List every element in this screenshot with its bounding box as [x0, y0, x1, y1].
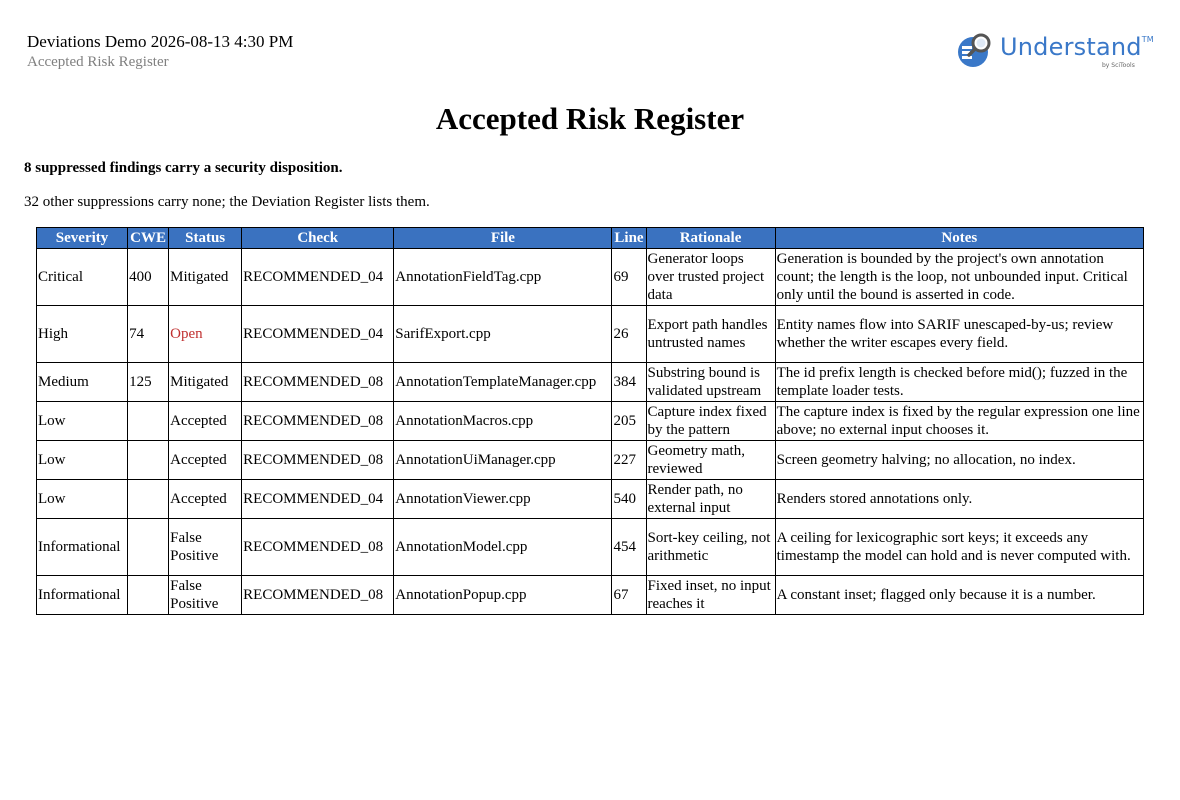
report-subtitle: Accepted Risk Register: [27, 54, 169, 70]
table-row: [37, 441, 1144, 480]
cell-status: Mitigated: [169, 363, 242, 402]
cell-severity: Informational: [37, 576, 128, 615]
table-row: [37, 306, 1144, 363]
cell-check: RECOMMENDED_08: [242, 576, 394, 615]
table-row: [37, 249, 1144, 306]
cell-check: RECOMMENDED_04: [242, 249, 394, 306]
risk-register-table: [36, 227, 1144, 615]
cell-cwe: 74: [128, 306, 169, 363]
cell-line: 69: [612, 249, 646, 306]
cell-check: RECOMMENDED_08: [242, 363, 394, 402]
cell-rationale: Fixed inset, no input reaches it: [646, 576, 775, 615]
cell-status: False Positive: [169, 576, 242, 615]
column-header-severity[interactable]: Severity: [37, 228, 128, 249]
cell-line: 454: [612, 519, 646, 576]
table-row: [37, 402, 1144, 441]
understand-logo: [956, 30, 1156, 74]
cell-check: RECOMMENDED_08: [242, 519, 394, 576]
cell-cwe: [128, 519, 169, 576]
report-header: [27, 32, 293, 72]
column-header-line[interactable]: Line: [612, 228, 646, 249]
cell-file: AnnotationTemplateManager.cpp: [394, 363, 612, 402]
cell-severity: Medium: [37, 363, 128, 402]
column-header-file[interactable]: File: [394, 228, 612, 249]
column-header-status[interactable]: Status: [169, 228, 242, 249]
cell-notes: The id prefix length is checked before mid(); fuzzed in the template loader tests.: [775, 363, 1143, 402]
cell-notes: A ceiling for lexicographic sort keys; it exceeds any timestamp the model can hold and is never computed with.: [775, 519, 1143, 576]
cell-rationale: Capture index fixed by the pattern: [646, 402, 775, 441]
cell-line: 26: [612, 306, 646, 363]
cell-severity: Low: [37, 402, 128, 441]
cell-rationale: Substring bound is validated upstream: [646, 363, 775, 402]
cell-rationale: Render path, no external input: [646, 480, 775, 519]
cell-notes: Generation is bounded by the project's own annotation count; the length is the loop, not unbounded input. Critical only until the bound is asserted in code.: [775, 249, 1143, 306]
cell-rationale: Sort-key ceiling, not arithmetic: [646, 519, 775, 576]
logo-byline: by SciTools: [1102, 62, 1135, 69]
cell-line: 384: [612, 363, 646, 402]
cell-status: Open: [169, 306, 242, 363]
cell-severity: Low: [37, 441, 128, 480]
logo-wordmark: Understand™: [1000, 33, 1154, 61]
page-title: Accepted Risk Register: [435, 101, 745, 136]
cell-status: Accepted: [169, 441, 242, 480]
cell-file: AnnotationUiManager.cpp: [394, 441, 612, 480]
column-header-rationale[interactable]: Rationale: [646, 228, 775, 249]
cell-cwe: [128, 441, 169, 480]
table-header-row: [37, 228, 1144, 249]
magnifier-logo-icon: [956, 32, 994, 70]
column-header-notes[interactable]: Notes: [775, 228, 1143, 249]
cell-cwe: 125: [128, 363, 169, 402]
cell-line: 227: [612, 441, 646, 480]
cell-cwe: [128, 402, 169, 441]
cell-file: SarifExport.cpp: [394, 306, 612, 363]
cell-severity: Critical: [37, 249, 128, 306]
table-row: [37, 363, 1144, 402]
cell-notes: Screen geometry halving; no allocation, no index.: [775, 441, 1143, 480]
cell-notes: Entity names flow into SARIF unescaped-by-us; review whether the writer escapes every field.: [775, 306, 1143, 363]
cell-cwe: [128, 576, 169, 615]
cell-notes: Renders stored annotations only.: [775, 480, 1143, 519]
summary-text: 8 suppressed findings carry a security disposition.: [24, 160, 343, 176]
cell-rationale: Generator loops over trusted project data: [646, 249, 775, 306]
cell-status: Accepted: [169, 480, 242, 519]
cell-cwe: 400: [128, 249, 169, 306]
cell-check: RECOMMENDED_08: [242, 402, 394, 441]
table-row: [37, 519, 1144, 576]
cell-severity: Informational: [37, 519, 128, 576]
cell-status: False Positive: [169, 519, 242, 576]
cell-notes: The capture index is fixed by the regular expression one line above; no external input chooses it.: [775, 402, 1143, 441]
cell-file: AnnotationModel.cpp: [394, 519, 612, 576]
note-text: 32 other suppressions carry none; the Deviation Register lists them.: [24, 194, 430, 210]
cell-status: Mitigated: [169, 249, 242, 306]
cell-rationale: Export path handles untrusted names: [646, 306, 775, 363]
cell-check: RECOMMENDED_04: [242, 480, 394, 519]
cell-file: AnnotationPopup.cpp: [394, 576, 612, 615]
report-run-title: Deviations Demo 2026-08-13 4:30 PM: [27, 32, 294, 51]
column-header-check[interactable]: Check: [242, 228, 394, 249]
column-header-cwe[interactable]: CWE: [128, 228, 169, 249]
cell-file: AnnotationViewer.cpp: [394, 480, 612, 519]
cell-notes: A constant inset; flagged only because it is a number.: [775, 576, 1143, 615]
cell-severity: High: [37, 306, 128, 363]
table-row: [37, 576, 1144, 615]
cell-check: RECOMMENDED_04: [242, 306, 394, 363]
cell-rationale: Geometry math, reviewed: [646, 441, 775, 480]
cell-line: 67: [612, 576, 646, 615]
cell-cwe: [128, 480, 169, 519]
cell-file: AnnotationMacros.cpp: [394, 402, 612, 441]
cell-file: AnnotationFieldTag.cpp: [394, 249, 612, 306]
cell-severity: Low: [37, 480, 128, 519]
cell-check: RECOMMENDED_08: [242, 441, 394, 480]
cell-line: 205: [612, 402, 646, 441]
cell-line: 540: [612, 480, 646, 519]
table-row: [37, 480, 1144, 519]
cell-status: Accepted: [169, 402, 242, 441]
